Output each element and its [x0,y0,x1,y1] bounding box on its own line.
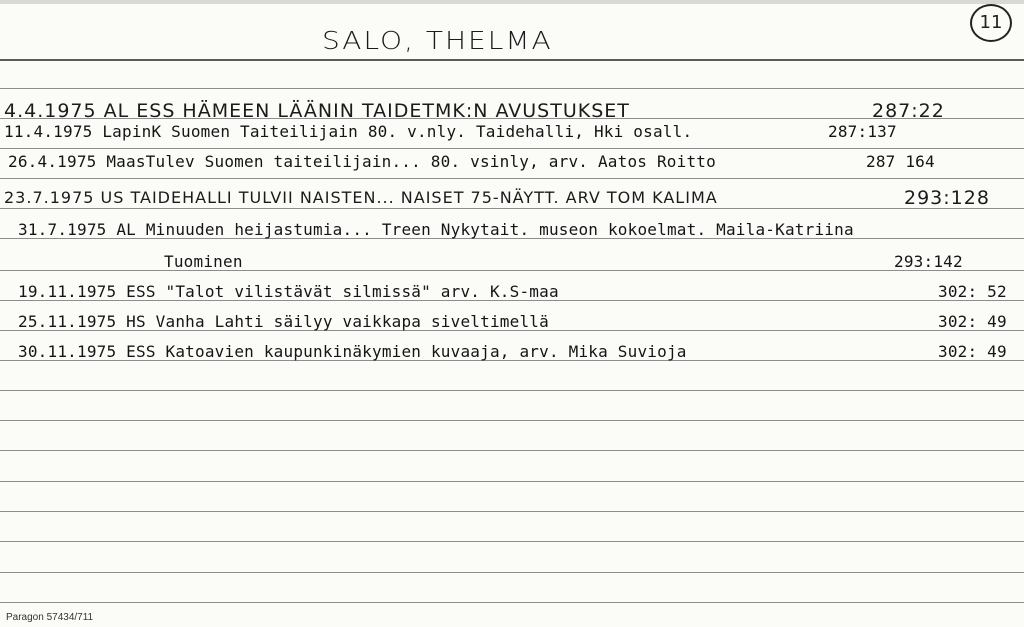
entry-ref: 287 164 [866,152,935,171]
entry-text: 4.4.1975 AL ESS HÄMEEN LÄÄNIN TAIDETMK:N AVUSTUKSET [4,100,630,122]
entry-text: Tuominen [164,252,243,271]
entry-ref: 287:137 [828,122,897,141]
ruled-line [0,420,1024,421]
ruled-line [0,602,1024,603]
ruled-line [0,450,1024,451]
ruled-line [0,178,1024,179]
ruled-line [0,208,1024,209]
card-top-edge [0,0,1024,4]
card-title: SALO, THELMA [322,25,553,56]
ruled-line [0,541,1024,542]
card-number: 11 [970,4,1012,42]
entry-text: 30.11.1975 ESS Katoavien kaupunkinäkymien kuvaaja, arv. Mika Suvioja [18,342,687,361]
entry-text: 19.11.1975 ESS "Talot vilistävät silmissä" arv. K.S-maa [18,282,559,301]
ruled-line [0,511,1024,512]
ruled-line [0,390,1024,391]
entry-ref: 293:128 [904,187,990,209]
entry-ref: 302: 52 [938,282,1007,301]
entry-ref: 293:142 [894,252,963,271]
ruled-line [0,270,1024,271]
ruled-line [0,481,1024,482]
card-footer: Paragon 57434/711 [6,612,94,623]
ruled-line [0,88,1024,89]
entry-text: 25.11.1975 HS Vanha Lahti säilyy vaikkapa siveltimellä [18,312,549,331]
entry-text: 26.4.1975 MaasTulev Suomen taiteilijain... 80. vsinly, arv. Aatos Roitto [8,152,716,171]
entry-ref: 287:22 [872,100,945,122]
entry-ref: 302: 49 [938,342,1007,361]
entry-text: 31.7.1975 AL Minuuden heijastumia... Treen Nykytait. museon kokoelmat. Maila-Katriina [18,220,854,239]
entry-text: 23.7.1975 US TAIDEHALLI TULVII NAISTEN... NAISET 75-NÄYTT. ARV TOM KALIMA [4,188,718,207]
ruled-line [0,148,1024,149]
entry-text: 11.4.1975 LapinK Suomen Taiteilijain 80. v.nly. Taidehalli, Hki osall. [4,122,693,141]
ruled-line [0,572,1024,573]
entry-ref: 302: 49 [938,312,1007,331]
header-rule [0,59,1024,61]
